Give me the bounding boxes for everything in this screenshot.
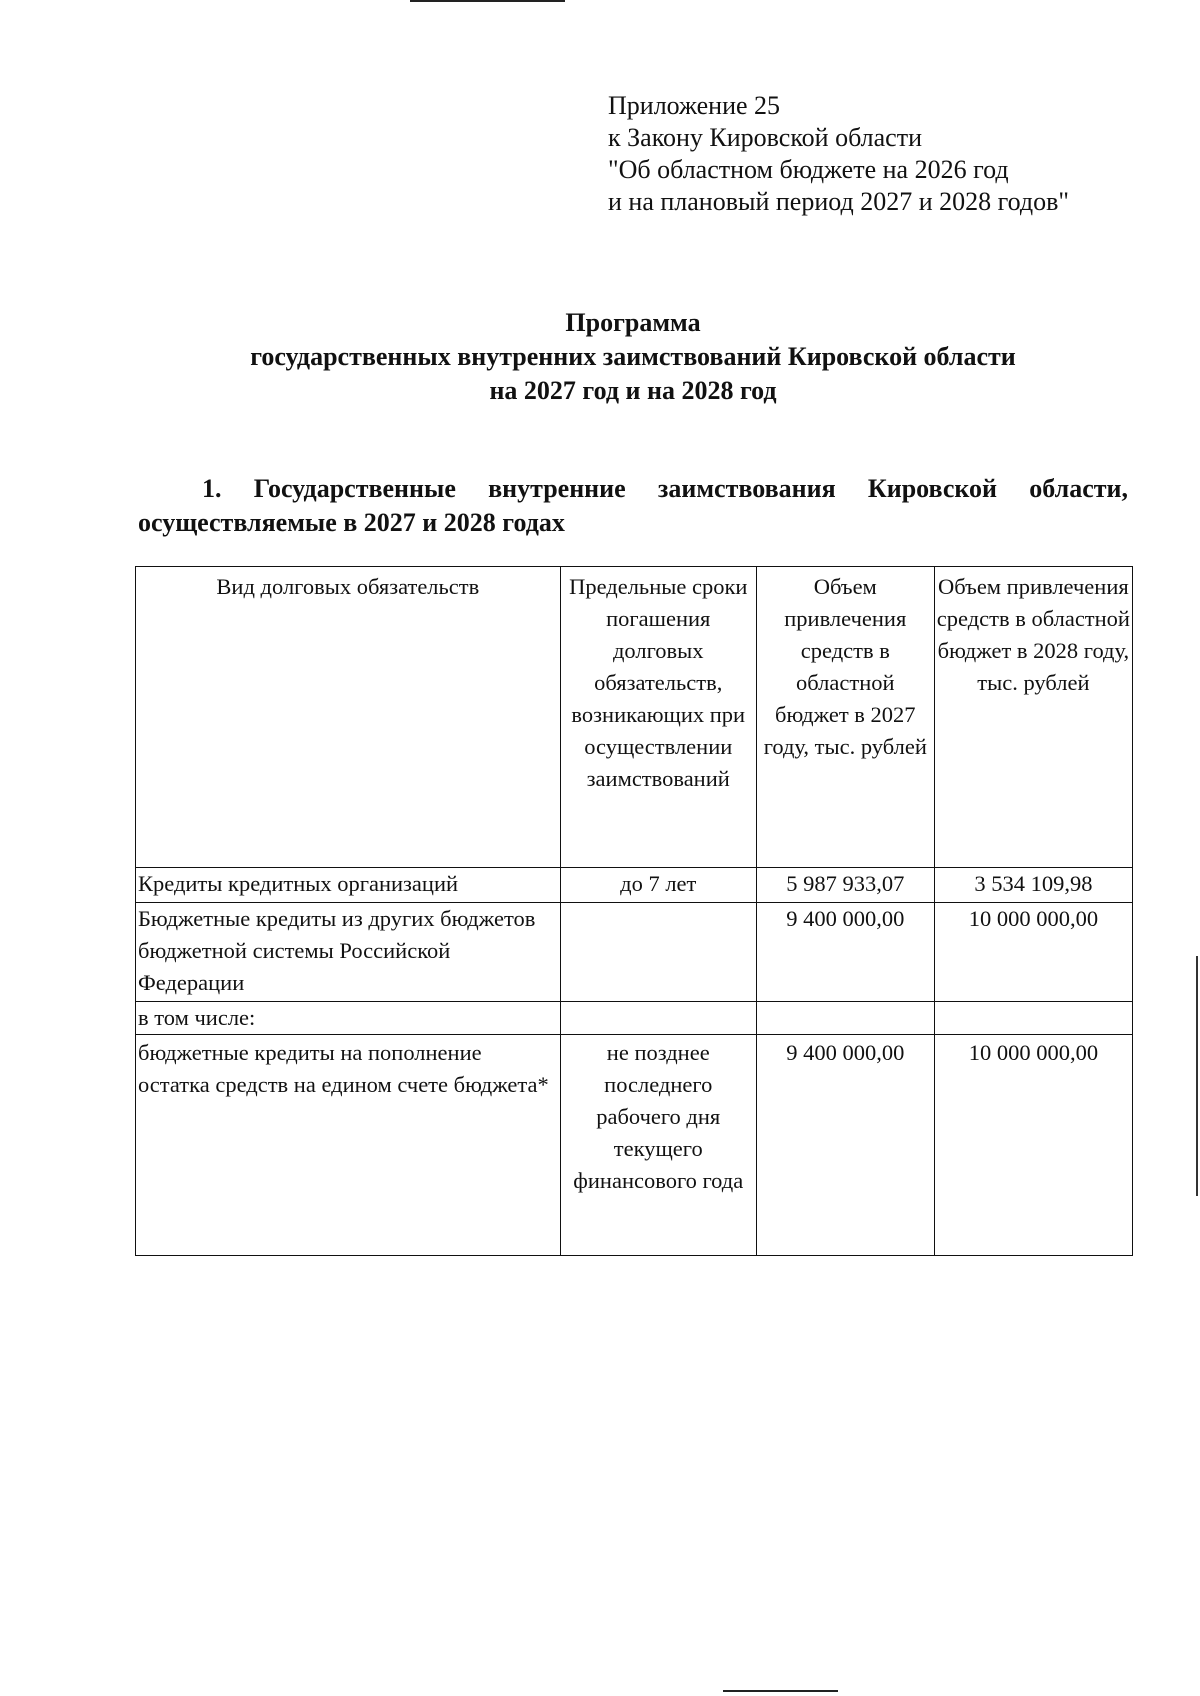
table-row bbox=[136, 1002, 1133, 1035]
appendix-reference bbox=[608, 90, 1069, 218]
section-heading-line-1: 1. Государственные внутренние заимствования Кировской области, bbox=[202, 474, 1128, 503]
appendix-number: Приложение 25 bbox=[608, 91, 781, 120]
scan-edge-mark-right bbox=[1196, 956, 1198, 1196]
header-amount-2027: Объем привлечения средств в областной бюджет в 2027 году, тыс. рублей bbox=[756, 567, 934, 868]
title-line-2: государственных внутренних заимствований Кировской области bbox=[250, 342, 1016, 371]
cell-repayment-term: не позднее последнего рабочего дня текущего финансового года bbox=[560, 1035, 756, 1256]
scan-edge-mark-bottom bbox=[723, 1690, 838, 1692]
cell-debt-type: в том числе: bbox=[136, 1002, 561, 1035]
appendix-law-title-line2: и на плановый период 2027 и 2028 годов" bbox=[608, 187, 1070, 216]
cell-debt-type: бюджетные кредиты на пополнение остатка средств на едином счете бюджета* bbox=[136, 1035, 561, 1256]
scan-edge-mark-top bbox=[410, 0, 565, 2]
cell-amount-2028: 10 000 000,00 bbox=[934, 1035, 1132, 1256]
cell-amount-2028 bbox=[934, 1002, 1132, 1035]
appendix-law-reference: к Закону Кировской области bbox=[608, 123, 922, 152]
appendix-law-title-line1: "Об областном бюджете на 2026 год bbox=[608, 155, 1009, 184]
document-title bbox=[130, 306, 1136, 408]
table-row bbox=[136, 1035, 1133, 1256]
cell-amount-2027: 5 987 933,07 bbox=[756, 868, 934, 903]
cell-repayment-term: до 7 лет bbox=[560, 868, 756, 903]
header-repayment-term: Предельные сроки погашения долговых обязательств, возникающих при осуществлении заимствований bbox=[560, 567, 756, 868]
cell-debt-type: Бюджетные кредиты из других бюджетов бюджетной системы Российской Федерации bbox=[136, 903, 561, 1002]
title-line-1: Программа bbox=[565, 308, 701, 337]
title-line-3: на 2027 год и на 2028 год bbox=[489, 376, 777, 405]
header-debt-type: Вид долговых обязательств bbox=[136, 567, 561, 868]
section-heading-line-2: осуществляемые в 2027 и 2028 годах bbox=[138, 508, 565, 537]
cell-debt-type: Кредиты кредитных организаций bbox=[136, 868, 561, 903]
table-row bbox=[136, 868, 1133, 903]
header-amount-2028: Объем привлечения средств в областной бюджет в 2028 году, тыс. рублей bbox=[934, 567, 1132, 868]
cell-amount-2028: 10 000 000,00 bbox=[934, 903, 1132, 1002]
borrowings-table bbox=[135, 566, 1133, 1256]
cell-repayment-term bbox=[560, 903, 756, 1002]
table-row bbox=[136, 903, 1133, 1002]
cell-amount-2027: 9 400 000,00 bbox=[756, 903, 934, 1002]
section-heading bbox=[138, 472, 1128, 540]
cell-amount-2027 bbox=[756, 1002, 934, 1035]
table-header-row bbox=[136, 567, 1133, 868]
cell-amount-2028: 3 534 109,98 bbox=[934, 868, 1132, 903]
cell-repayment-term bbox=[560, 1002, 756, 1035]
cell-amount-2027: 9 400 000,00 bbox=[756, 1035, 934, 1256]
